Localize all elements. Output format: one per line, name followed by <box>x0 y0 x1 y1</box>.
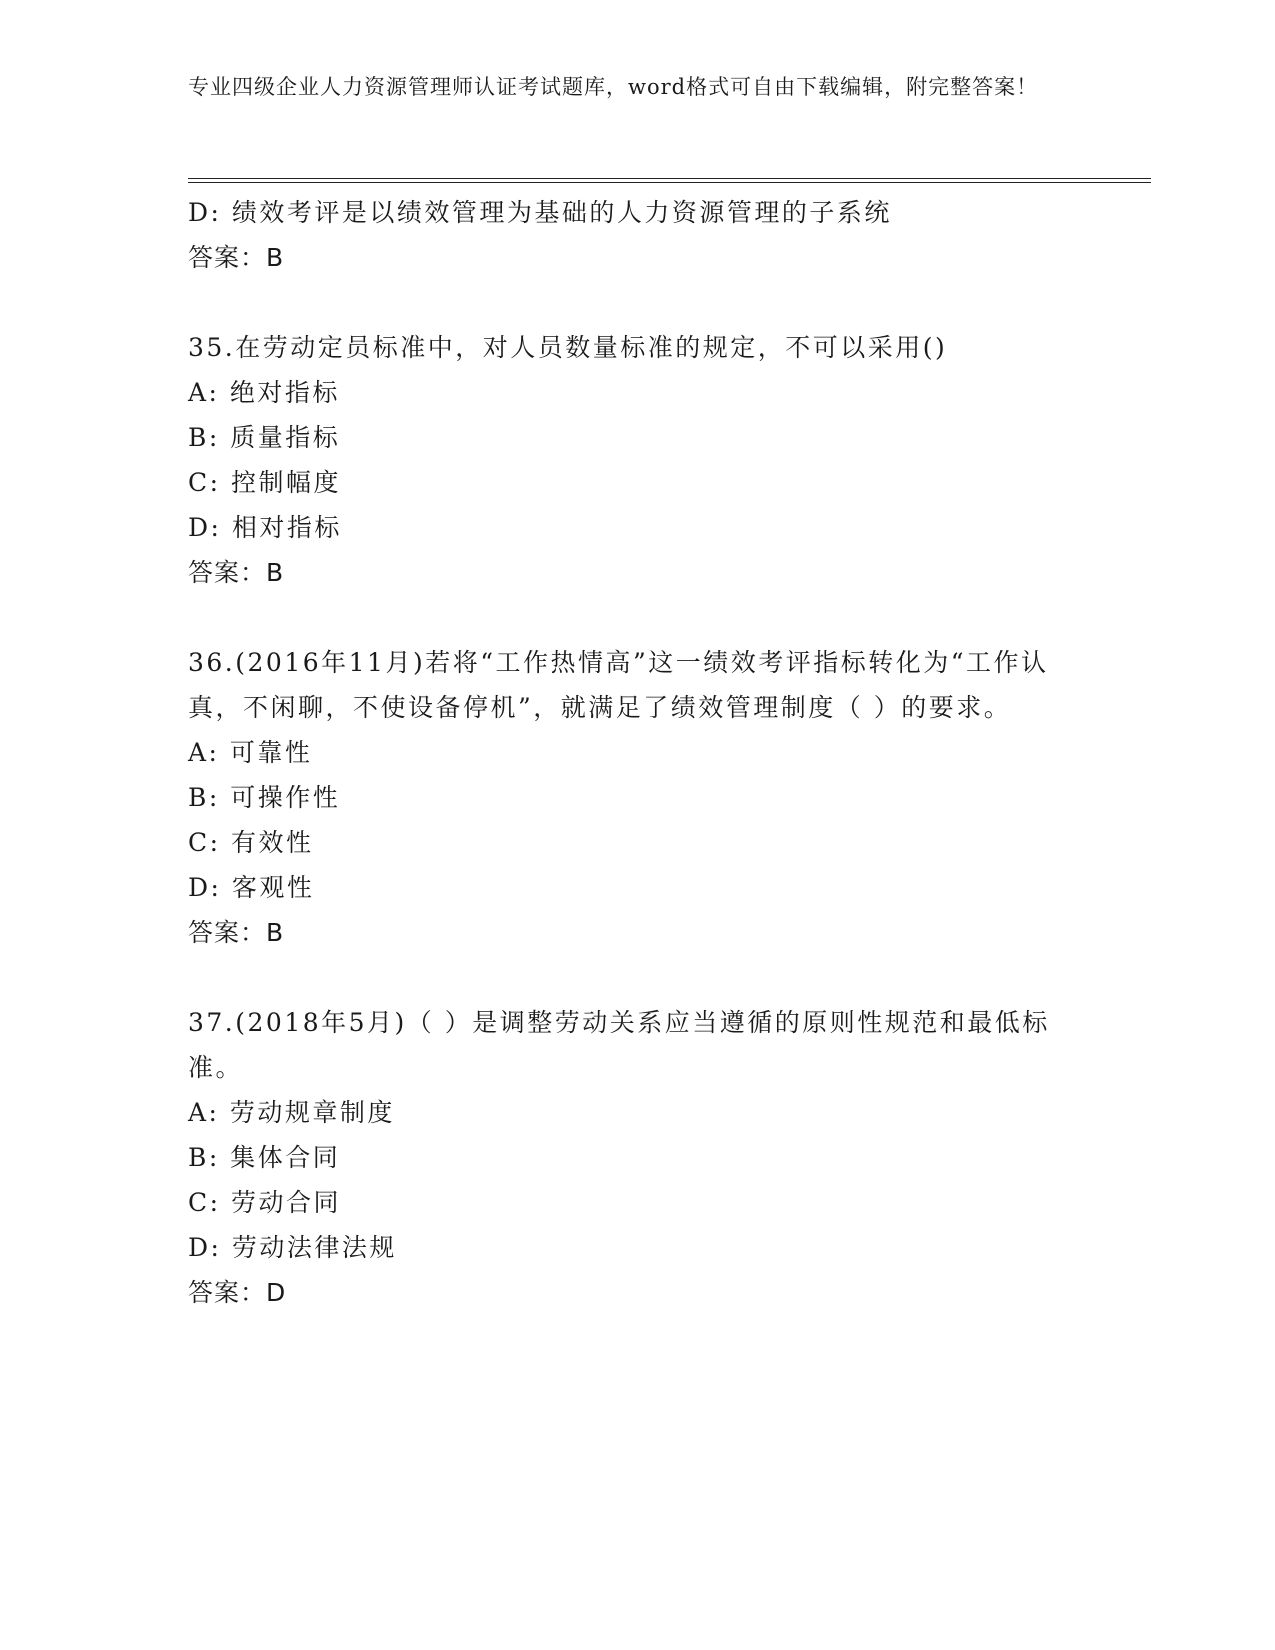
option-b: B: 集体合同 <box>188 1143 341 1172</box>
question-36 <box>188 640 1088 955</box>
question-stem: 36.(2016年11月)若将“工作热情高”这一绩效考评指标转化为“工作认真，不闲聊，不使设备停机”，就满足了绩效管理制度（ ）的要求。 <box>188 648 1049 722</box>
prev-question-option-d: D: 绩效考评是以绩效管理为基础的人力资源管理的子系统 <box>188 198 892 227</box>
question-37 <box>188 1000 1088 1315</box>
question-35 <box>188 325 1088 595</box>
option-c: C: 劳动合同 <box>188 1188 341 1217</box>
option-a: A: 劳动规章制度 <box>188 1098 395 1127</box>
option-b: B: 可操作性 <box>188 783 341 812</box>
option-d: D: 劳动法律法规 <box>188 1233 397 1262</box>
option-b: B: 质量指标 <box>188 423 341 452</box>
prev-question-answer: 答案：B <box>188 243 285 272</box>
question-answer: 答案：D <box>188 1278 287 1307</box>
option-a: A: 绝对指标 <box>188 378 340 407</box>
option-d: D: 客观性 <box>188 873 315 902</box>
question-stem: 37.(2018年5月)（ ）是调整劳动关系应当遵循的原则性规范和最低标准。 <box>188 1008 1050 1082</box>
option-d: D: 相对指标 <box>188 513 342 542</box>
option-a: A: 可靠性 <box>188 738 313 767</box>
page-header: 专业四级企业人力资源管理师认证考试题库，word格式可自由下载编辑，附完整答案！ <box>188 75 1039 99</box>
document-body <box>188 190 1088 1315</box>
option-c: C: 有效性 <box>188 828 314 857</box>
question-stem: 35.在劳动定员标准中，对人员数量标准的规定，不可以采用() <box>188 333 948 362</box>
question-answer: 答案：B <box>188 918 285 947</box>
header-divider <box>188 178 1151 183</box>
question-answer: 答案：B <box>188 558 285 587</box>
option-c: C: 控制幅度 <box>188 468 341 497</box>
